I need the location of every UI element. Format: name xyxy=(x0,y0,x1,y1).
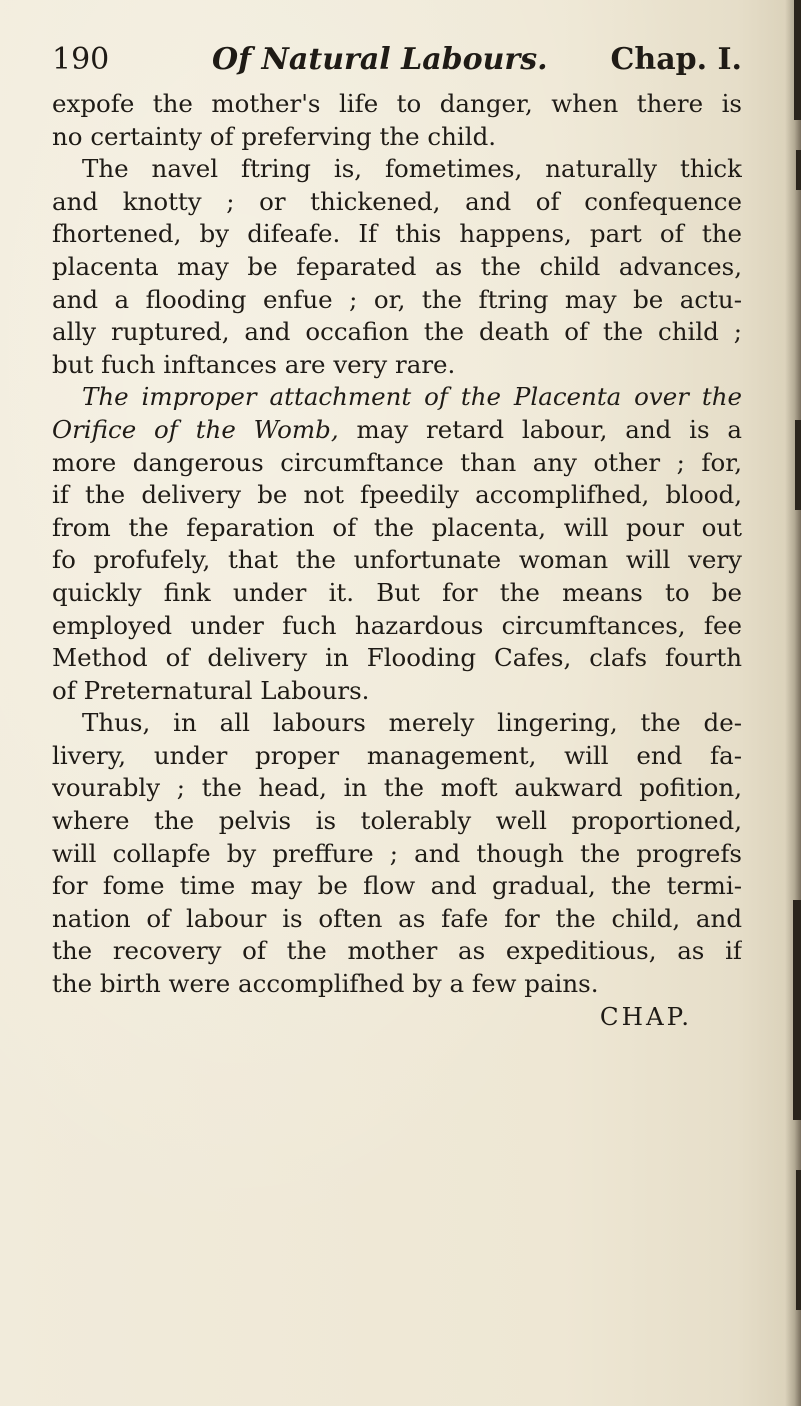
text-line: placenta may be feparated as the child advances, xyxy=(52,251,742,281)
text-line: but fuch inftances are very rare. xyxy=(52,349,456,379)
text-line: where the pelvis is tolerably well proportioned, xyxy=(52,806,742,836)
chapter-reference: Chap. I. xyxy=(610,42,742,77)
text-line: the birth were accomplifhed by a few pains. xyxy=(52,969,599,999)
italic-phrase: Orifice of the Womb, xyxy=(52,414,339,444)
body-text xyxy=(52,88,742,1033)
text-line: from the feparation of the placenta, will pour out xyxy=(52,512,742,542)
text-line: employed under fuch hazardous circumftances, fee xyxy=(52,610,742,640)
text-line: will collapfe by preffure ; and though the progrefs xyxy=(52,838,742,868)
text-line: for fome time may be flow and gradual, the termi- xyxy=(52,871,742,901)
text-line: ally ruptured, and occafion the death of the child ; xyxy=(52,317,742,347)
text-line: quickly fink under it. But for the means to be xyxy=(52,577,742,607)
text-line: expofe the mother's life to danger, when there is xyxy=(52,89,742,118)
page-edge-dark-strip xyxy=(793,900,801,1120)
text-line: The navel ftring is, fometimes, naturally thick xyxy=(82,154,742,184)
page-edge-dark-strip xyxy=(796,1170,801,1310)
page-edge-dark-strip xyxy=(794,0,801,120)
text-line: of Preternatural Labours. xyxy=(52,675,370,705)
text-line: livery, under proper management, will end fa- xyxy=(52,740,742,770)
text-line: Method of delivery in Flooding Cafes, clafs fourth xyxy=(52,643,742,673)
text-line xyxy=(52,414,742,447)
page-header xyxy=(52,40,742,80)
catchword: CHAP. xyxy=(599,1001,692,1031)
text-line: vourably ; the head, in the moft aukward pofition, xyxy=(52,773,742,803)
page-number: 190 xyxy=(52,42,110,77)
page-edge-dark-strip xyxy=(795,420,801,510)
text-line: and knotty ; or thickened, and of confequence xyxy=(52,186,742,216)
text-line: if the delivery be not fpeedily accomplifhed, blood, xyxy=(52,480,742,510)
page-edge-dark-strip xyxy=(796,150,801,190)
text-line: and a flooding enfue ; or, the ftring may be actu- xyxy=(52,284,742,314)
text-line: more dangerous circumftance than any other ; for, xyxy=(52,447,742,477)
text-line: nation of labour is often as fafe for the child, and xyxy=(52,903,742,933)
running-title: Of Natural Labours. xyxy=(212,42,548,77)
text-line: fhortened, by difeafe. If this happens, part of the xyxy=(52,219,742,249)
text-line: fo profufely, that the unfortunate woman will very xyxy=(52,545,742,575)
text-phrase: may retard labour, and is a xyxy=(338,414,742,444)
text-line: the recovery of the mother as expeditious, as if xyxy=(52,936,742,966)
text-line: Thus, in all labours merely lingering, the de- xyxy=(82,708,742,738)
text-line-italic: The improper attachment of the Placenta over the xyxy=(82,382,742,412)
text-line: no certainty of preferving the child. xyxy=(52,121,497,151)
